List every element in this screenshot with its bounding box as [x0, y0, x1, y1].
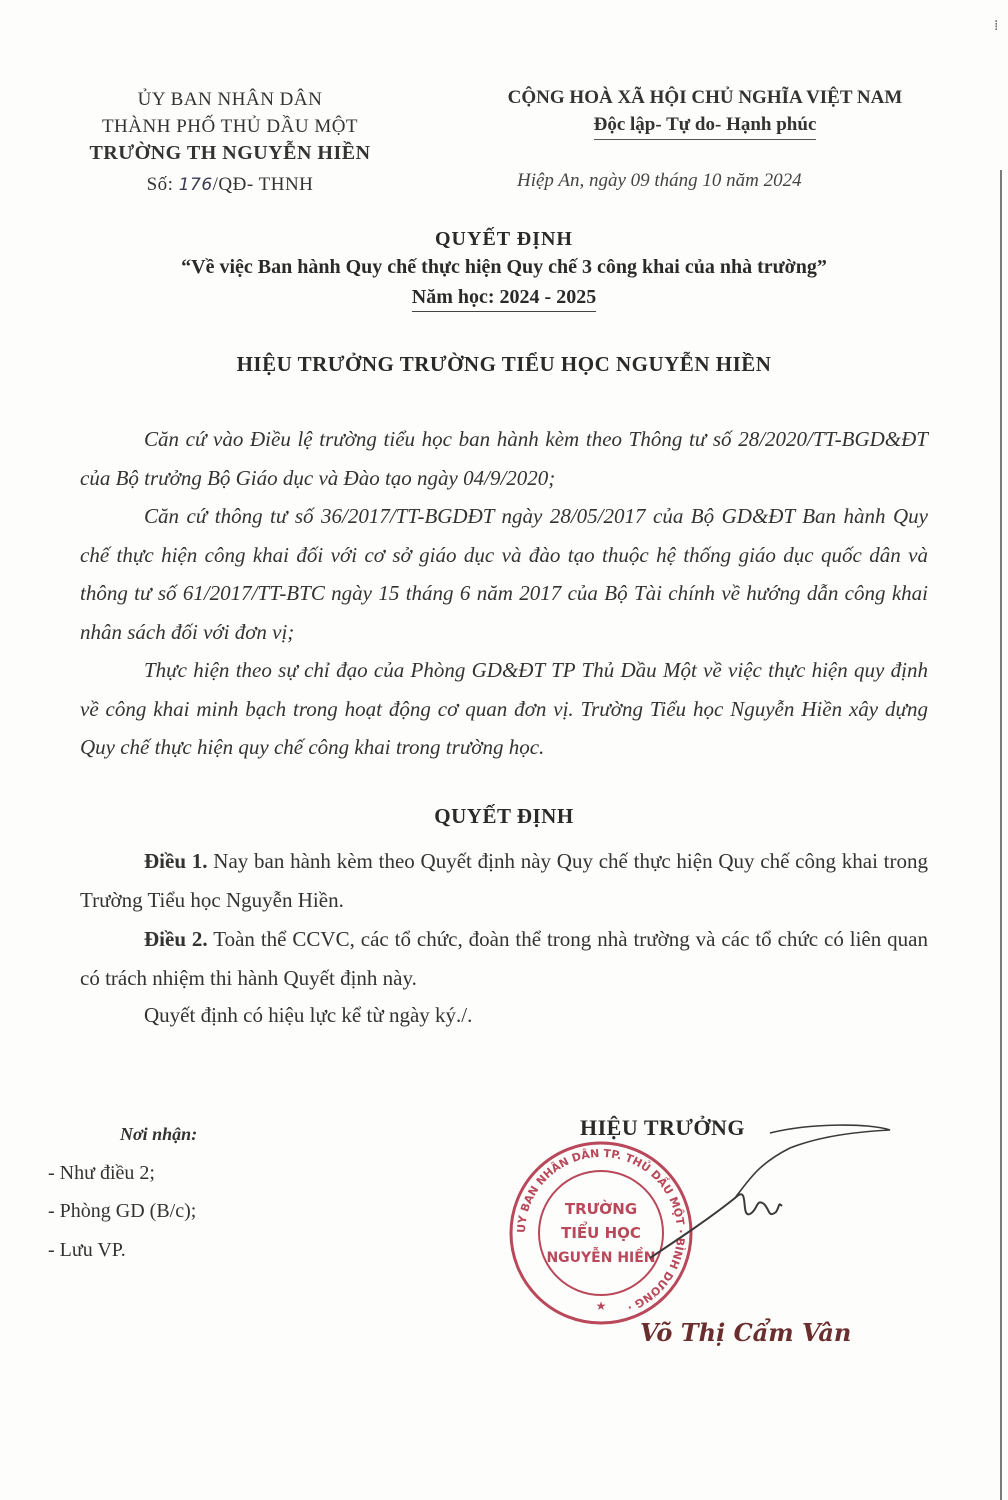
school-year	[0, 286, 1008, 312]
stamp-line-2: TIỂU HỌC	[561, 1224, 641, 1242]
authority-line1: ỦY BAN NHÂN DÂN	[137, 89, 323, 110]
article-2	[80, 920, 928, 997]
ground-paragraph-3	[80, 651, 928, 767]
decision-heading: QUYẾT ĐỊNH	[434, 804, 574, 828]
issue-date: Hiệp An, ngày 09 tháng 10 năm 2024	[517, 170, 802, 191]
handwritten-signature	[640, 1118, 900, 1268]
page-edge-mark: ⁞	[994, 18, 999, 34]
document-number-prefix: Số:	[146, 174, 179, 195]
national-motto: Độc lập- Tự do- Hạnh phúc	[594, 111, 817, 140]
issuing-authority-block	[40, 86, 420, 199]
stamp-ring-text: UY BAN NHÂN DÂN TP. THỦ DẦU MỘT · BÌNH DƯƠNG ·	[514, 1146, 688, 1314]
national-header-block	[440, 84, 970, 140]
ground-text-2: Căn cứ thông tư số 36/2017/TT-BGDĐT ngày 28/05/2017 của Bộ GD&ĐT Ban hành Quy chế thực hiện công khai đối với cơ sở giáo dục và đào tạo thuộc hệ thống giáo dục quốc dân và thông tư số 61/2017/TT-BTC ngày 15 tháng 6 năm 2017 của Bộ Tài chính về hướng dẫn công khai nhân sách đối với đơn vị;	[80, 504, 928, 644]
document-number-suffix: /QĐ- THNH	[212, 174, 314, 195]
school-year-text: Năm học: 2024 - 2025	[412, 286, 596, 312]
school-name: TRƯỜNG TH NGUYỄN HIỀN	[89, 142, 371, 164]
article-1	[80, 842, 928, 919]
recipients-label: Nơi nhận:	[120, 1124, 198, 1144]
document-number-handwritten: 176	[178, 175, 213, 195]
signature-stroke	[650, 1194, 782, 1258]
article-2-label: Điều 2.	[144, 927, 208, 951]
article-2-text: Toàn thể CCVC, các tổ chức, đoàn thể trong nhà trường và các tổ chức có liên quan có trách nhiệm thi hành Quyết định này.	[80, 927, 929, 990]
recipient-item: - Như điều 2;	[48, 1162, 155, 1184]
recipient-item: - Phòng GD (B/c);	[48, 1200, 197, 1222]
document-number	[40, 171, 420, 199]
ground-paragraph-2	[80, 497, 928, 651]
effective-clause-text: Quyết định có hiệu lực kể từ ngày ký./.	[144, 1003, 473, 1027]
ground-paragraph-1	[80, 420, 928, 497]
stamp-line-1: TRƯỜNG	[564, 1200, 638, 1218]
issuing-authority-title: HIỆU TRƯỞNG TRƯỜNG TIỂU HỌC NGUYỄN HIỀN	[236, 352, 772, 376]
effective-clause	[80, 996, 928, 1035]
decision-title: QUYẾT ĐỊNH	[435, 228, 573, 250]
ground-text-1: Căn cứ vào Điều lệ trường tiểu học ban hành kèm theo Thông tư số 28/2020/TT-BGD&ĐT của Bộ trưởng Bộ Giáo dục và Đào tạo ngày 04/9/2020;	[80, 427, 928, 490]
article-1-text: Nay ban hành kèm theo Quyết định này Quy chế thực hiện Quy chế công khai trong Trường Tiểu học Nguyễn Hiền.	[80, 849, 928, 912]
decision-subject: “Về việc Ban hành Quy chế thực hiện Quy chế 3 công khai của nhà trường”	[181, 256, 827, 278]
signer-name: Võ Thị Cẩm Vân	[640, 1318, 852, 1347]
signature-flourish	[735, 1125, 890, 1198]
authority-line2: THÀNH PHỐ THỦ DẦU MỘT	[101, 116, 359, 137]
article-1-label: Điều 1.	[144, 849, 208, 873]
stamp-line-3: NGUYỄN HIỀN	[546, 1250, 656, 1266]
signer-title: HIỆU TRƯỞNG	[580, 1115, 746, 1140]
ground-text-3: Thực hiện theo sự chỉ đạo của Phòng GD&ĐT TP Thủ Dầu Một về việc thực hiện quy định về công khai minh bạch trong hoạt động cơ quan đơn vị. Trường Tiểu học Nguyễn Hiền xây dựng Quy chế thực hiện quy chế công khai trong trường học.	[80, 658, 928, 760]
stamp-star-icon: ★	[595, 1299, 607, 1313]
national-title: CỘNG HOÀ XÃ HỘI CHỦ NGHĨA VIỆT NAM	[507, 87, 903, 108]
recipient-item: - Lưu VP.	[48, 1239, 126, 1261]
